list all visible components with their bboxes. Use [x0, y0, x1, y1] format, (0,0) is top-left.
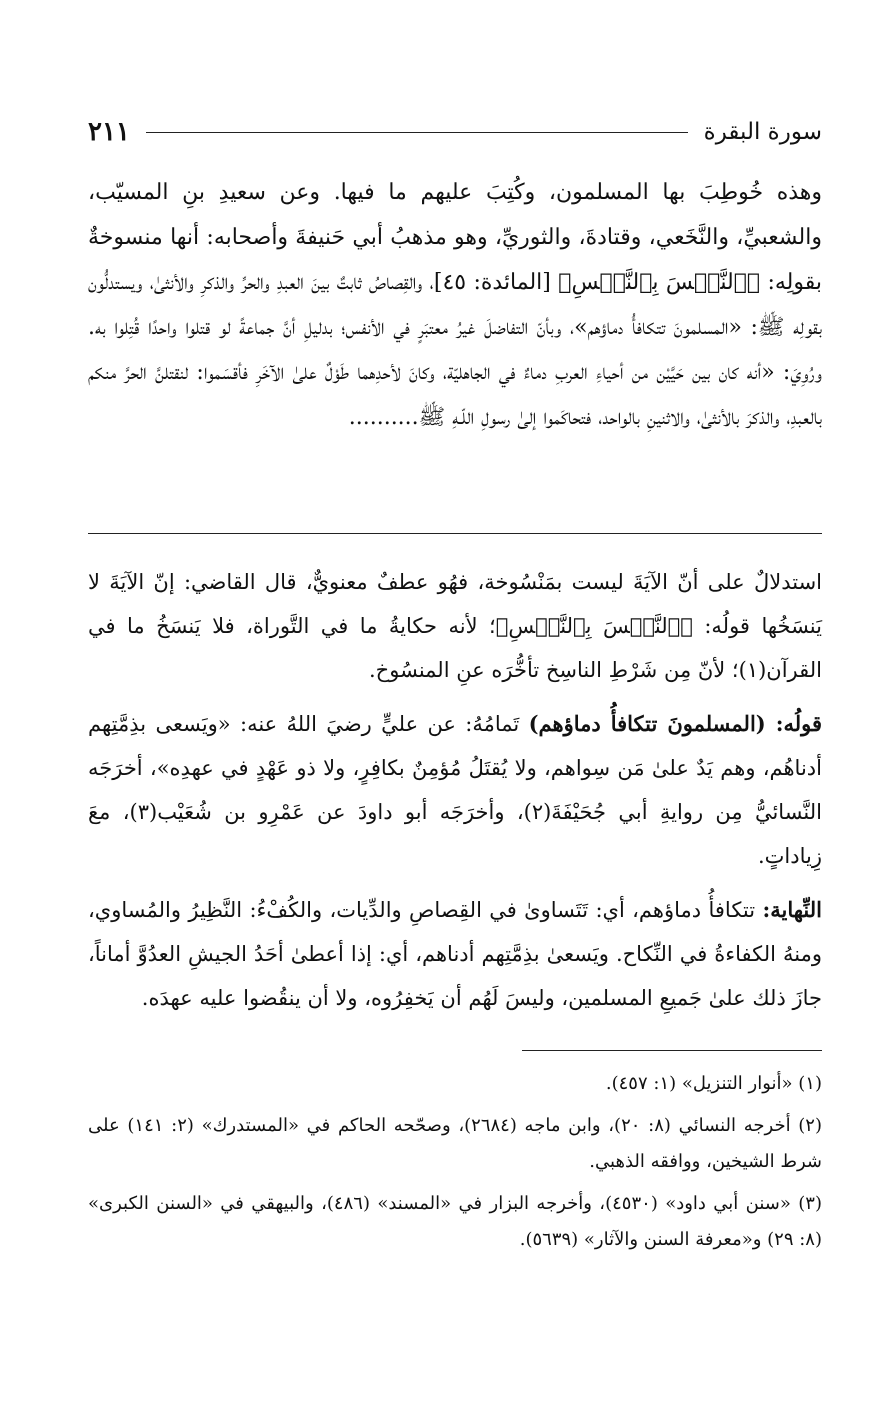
- main-paragraph: وهذه خُوطِبَ بها المسلمون، وكُتِبَ عليهم ما فيها. وعن سعيدِ بنِ المسيّب، والشعبيِّ، والنَّخَعي، وقتادةَ، والثوريِّ، وهو مذهبُ أبي حَنيفةَ وأصحابه: أنها منسوخةٌ بقولِه: ﴿ٱلنَّفۡسَ بِٱلنَّفۡسِ﴾ [المائدة: ٤٥]، والقِصاصُ ثابتٌ بينَ العبدِ والحرِّ والذكرِ والأنثىٰ، ويستدلُّون بقولِه ﷺ: «المسلمونَ تتكافأُ دماؤهم»، وبأنّ التفاضلَ غيرُ معتبَرٍ في الأنفس؛ بدليلِ أنَّ جماعةً لو قتلوا واحدًا قُتِلوا به. ورُوِيَ: «أنه كان بين حَيَّيْن من أحياءِ العربِ دماءٌ في الجاهليّة، وكانَ لأحدِهما طَوْلٌ علىٰ الآخَرِ فأقسَموا: لنقتلنَّ الحرَّ منكم بالعبدِ، والذكرَ بالأنثىٰ، والاثنينِ بالواحد، فتحاكَموا إلىٰ رسولِ اللّـهِ ﷺ..........: [88, 180, 823, 430]
- header-rule: [146, 132, 688, 133]
- footnote-2: (٢) أخرجه النسائي (٨: ٢٠)، وابن ماجه (٢٦٨٤)، وصحّحه الحاكم في «المستدرك» (٢: ١٤١) على شرط الشيخين، ووافقه الذهبي.: [88, 1115, 822, 1172]
- footnotes: [88, 1066, 822, 1264]
- surah-title: سورة البقرة: [703, 119, 822, 145]
- commentary-text: تتكافأُ دماؤهم، أي: تَتَساوىٰ في القِصاصِ والدِّيات، والكُفْءُ: النَّظِيرُ والمُساوي، ومنهُ الكفاءةُ في النِّكاح. ويَسعىٰ بذِمَّتِهم أدناهم، أي: إذا أعطىٰ أحَدُ الجيشِ العدُوَّ أماناً، جازَ ذلك علىٰ جَميعِ المسلمين، وليسَ لَهُم أن يَخفِرُوه، ولا أن ينقُضوا عليه عهدَه.: [88, 898, 822, 1010]
- footnote-1: (١) «أنوار التنزيل» (١: ٤٥٧).: [605, 1073, 822, 1094]
- commentary-paragraph-2: [88, 702, 822, 878]
- commentary-paragraph-3: [88, 888, 822, 1020]
- footnote-3: (٣) «سنن أبي داود» (٤٥٣٠)، وأخرجه البزار في «المسند» (٤٨٦)، والبيهقي في «السنن الكبرى» (٨: ٢٩) و«معرفة السنن والآثار» (٥٦٣٩).: [88, 1193, 822, 1250]
- footnote-separator: [522, 1050, 822, 1051]
- source-name: النِّهاية:: [762, 897, 822, 922]
- page-number: ٢١١: [88, 117, 130, 147]
- commentary-text: تَمامُهُ: عن عليٍّ رضيَ اللهُ عنه: «ويَسعى بذِمَّتِهم أدناهُم، وهم يَدٌ علىٰ مَن سِواهم، ولا يُقتَلُ مُؤمِنٌ بكافِرٍ، ولا ذو عَهْدٍ في عهدِه»، أخرَجَه النَّسائيُّ مِن روايةِ أبي جُحَيْفَةَ(٢)، وأخرَجَه أبو داودَ عن عَمْرِو بن شُعَيْب(٣)، معَ زِياداتٍ.: [88, 712, 822, 868]
- text-separator: [88, 533, 822, 534]
- quoted-lemma: قولُه: (المسلمونَ تتكافأُ دماؤهم): [528, 711, 822, 736]
- main-text: [88, 170, 822, 440]
- commentary-paragraph-1: استدلالٌ على أنّ الآيَةَ ليست بمَنْسُوخة، فهُو عطفٌ معنويٌّ، قال القاضي: إنّ الآيَةَ لا يَنسَخُها قولُه: ﴿ٱلنَّفۡسَ بِٱلنَّفۡسِ﴾؛ لأنه حكايةُ ما في التَّوراة، فلا يَنسَخُ ما في القرآن(١)؛ لأنّ مِن شَرْطِ الناسِخ تأخُّرَه عنِ المنسُوخ.: [88, 570, 822, 682]
- commentary: [88, 560, 822, 1030]
- running-header: [88, 112, 822, 152]
